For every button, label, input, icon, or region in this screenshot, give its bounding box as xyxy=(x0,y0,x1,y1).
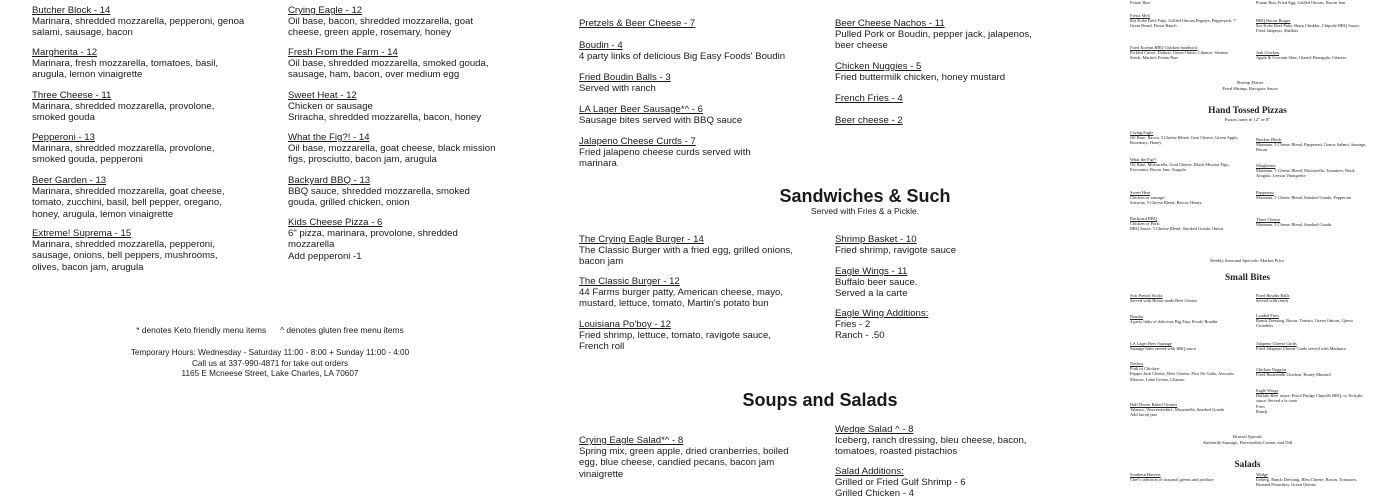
thumb-item-description: Buffalo Beer sauce, Pistol Bridge Chipotle BBQ, or Teriyaki sauce. Served a la carte Fries Ranch xyxy=(1256,393,1363,414)
menu-item-title: Crying Eagle Salad*^ - 8 xyxy=(579,435,684,446)
thumb-item-description: Chicken or sausage: Sriracha, 5 Cheese Blend, Bacon, Honey xyxy=(1130,195,1202,206)
menu-item-description: Oil base, shredded mozzarella, smoked gouda, sausage, ham, bacon, over medium egg xyxy=(288,58,489,81)
menu-item-title: Beer cheese - 2 xyxy=(835,115,903,126)
menu-item-description: Chicken or sausage Sriracha, shredded mozzarella, bacon, honey xyxy=(288,101,482,124)
thumb-item xyxy=(1130,157,1242,173)
thumb-item-title: LA Lager Beer Sausage xyxy=(1130,341,1172,346)
sandwiches-subheading: Served with Fries & a Pickle. xyxy=(810,206,920,216)
thumb-item xyxy=(1256,137,1368,153)
menu-item xyxy=(835,61,1045,83)
thumb-item-description: Pork or Chicken: Pepper Jack Cheese, Beer Cheese, Pico De Gallo, Avocado Mousse, Lime Crema, Cilantro xyxy=(1130,366,1234,382)
thumb-item xyxy=(1130,130,1242,146)
thumb-item-title: Three Cheese xyxy=(1256,217,1281,222)
menu-item-description: Oil base, mozzarella, goat cheese, black mission figs, prosciutto, bacon jam, arugula xyxy=(288,143,496,166)
menu-item-title: Shrimp Basket - 10 xyxy=(835,234,917,245)
menu-page-thumbnail xyxy=(1125,0,1370,500)
menu-item xyxy=(288,90,498,124)
thumb-item-description: Potato Bun, Fried Egg, Grilled Onions, Bacon Jam xyxy=(1256,0,1346,5)
menu-item xyxy=(32,228,247,273)
thumb-salads-heading: Salads xyxy=(1234,460,1261,470)
menu-item-title: Beer Garden - 13 xyxy=(32,175,107,186)
thumb-item-description: Chef's selection of seasonal greens and produce xyxy=(1130,477,1214,483)
legend-gluten-free: ^ denotes gluten free menu items xyxy=(280,325,404,335)
thumb-sprouts-desc: Andouille Sausage, Horseradish Cream, and Dill xyxy=(1202,440,1293,445)
menu-item xyxy=(32,90,247,124)
menu-item xyxy=(579,276,799,310)
menu-item xyxy=(835,466,1060,500)
thumb-item-title: Wedge xyxy=(1256,472,1269,477)
thumb-item xyxy=(1256,313,1368,329)
thumb-item-description: Oil Base, Mozzarella, Goat Cheese, Black Mission Figs, Prosciutto, Bacon Jam, Arugula xyxy=(1130,162,1230,173)
thumb-item-description: 4 party links of delicious Big Easy Foods' Boudin xyxy=(1130,319,1218,325)
menu-item-description: Oil base, bacon, shredded mozzarella, goat cheese, green apple, rosemary, honey xyxy=(288,16,474,39)
menu-item-description: Marinara, shredded mozzarella, goat cheese, tomato, zucchini, basil, bell pepper, oregano, honey, arugula, lemon vinaigrette xyxy=(32,186,225,220)
menu-item xyxy=(579,435,804,480)
menu-item-title: Beer Cheese Nachos - 11 xyxy=(835,18,945,29)
menu-item-title: French Fries - 4 xyxy=(835,93,903,104)
thumb-item-title: Loaded Fries xyxy=(1256,313,1280,318)
thumb-item-title: Eagle Wings xyxy=(1256,388,1279,393)
menu-item-description: Marinara, fresh mozzarella, tomatoes, basil, arugula, lemon vinaigrette xyxy=(32,58,219,81)
thumb-item xyxy=(1130,361,1242,382)
menu-item-title: What the Fig?! - 14 xyxy=(288,132,370,143)
thumb-item xyxy=(1256,50,1368,60)
thumb-pizza-heading: Hand Tossed Pizzas xyxy=(1208,106,1287,116)
thumb-item xyxy=(1256,293,1368,303)
menu-item xyxy=(579,234,799,268)
thumb-item-title: Sweet Heat xyxy=(1130,190,1151,195)
menu-item-title: Extreme! Suprema - 15 xyxy=(32,228,132,239)
menu-item-title: Fried Boudin Balls - 3 xyxy=(579,72,671,83)
thumb-item-title: Jalapeno Cheese Curds xyxy=(1256,341,1297,346)
menu-item-title: Pretzels & Beer Cheese - 7 xyxy=(579,18,696,29)
menu-item-description: Sausage bites served with BBQ sauce xyxy=(579,115,743,127)
menu-item-title: Eagle Wings - 11 xyxy=(835,266,908,277)
thumb-item xyxy=(1130,13,1238,29)
thumb-item xyxy=(1256,0,1368,5)
thumb-item-description: Marinara, 5 Cheese Blend, Pepperoni, Genoa Salami, Sausage, Bacon xyxy=(1256,142,1367,153)
thumb-item-description: Marinara, 5 Cheese Blend, Mozzarella, Tomatoes, Basil, Arugula, Lemon Vinaigrette xyxy=(1256,168,1356,179)
menu-item xyxy=(32,132,247,166)
thumb-item-title: Southern Harvest xyxy=(1130,472,1161,477)
thumb-item-description: Iceberg, Ranch Dressing, Bleu Cheese, Bacon, Tomatoes, Roasted Pistachios, Green Onions xyxy=(1256,477,1358,488)
thumb-item-description: Marinara, 5 Cheese Blend, Smoked Gouda, Pepperoni xyxy=(1256,195,1352,201)
menu-item-description: Marinara, shredded mozzarella, pepperoni, genoa salami, sausage, bacon xyxy=(32,16,245,39)
thumb-specials: Weekly Seasonal Specials: Market Price. xyxy=(1209,258,1286,263)
thumb-item-description: Served with ranch xyxy=(1256,298,1288,304)
thumb-item xyxy=(1130,402,1242,418)
thumb-item-title: Margherita xyxy=(1256,163,1276,168)
thumb-item xyxy=(1130,341,1242,351)
menu-item xyxy=(32,175,247,220)
thumb-item-title: Fried Boudin Balls xyxy=(1256,293,1290,298)
menu-item-description: The Classic Burger with a fried egg, grilled onions, bacon jam xyxy=(579,245,793,268)
menu-item-description: Pulled Pork or Boudin, pepper jack, jalapenos, beer cheese xyxy=(835,29,1032,52)
thumb-item xyxy=(1256,18,1368,34)
thumb-item-description: Oil Base, Bacon, 5 Cheese Blend, Goat Cheese, Green Apple, Rosemary, Honey xyxy=(1130,135,1239,146)
thumb-item-description: Potato Bun xyxy=(1130,0,1150,5)
menu-item xyxy=(579,72,789,94)
thumb-item-description: 8oz Kobe Beef Patty Sharp Cheddar, Chipotle BBQ Sauce, Fried Jalapeno, Shallots xyxy=(1256,23,1360,34)
thumb-item-title: Fried Korean BBQ Chicken Sandwich xyxy=(1130,45,1198,50)
soups-heading: Soups and Salads xyxy=(742,390,898,410)
menu-item-description: Served with ranch xyxy=(579,83,656,95)
menu-item-description: 44 Farms burger patty, American cheese, mayo, mustard, lettuce, tomato, Martin's potato bun xyxy=(579,287,784,310)
thumb-item-description: Apple & Coconut Slaw, Glazed Pineapple, Cilantro xyxy=(1256,55,1347,61)
menu-item xyxy=(835,234,1045,256)
thumb-item xyxy=(1256,341,1368,351)
thumb-item-title: What the Fig?! xyxy=(1130,157,1157,162)
menu-item-title: Pepperoni - 13 xyxy=(32,132,95,143)
menu-item xyxy=(579,40,789,62)
menu-item-description: Marinara, shredded mozzarella, provolone, smoked gouda xyxy=(32,101,215,124)
thumb-item-description: Tabasco, Worcestershire, Mozzarella, Smoked Gouda Add bacon jam xyxy=(1130,407,1224,418)
thumb-item xyxy=(1256,388,1368,414)
legend xyxy=(120,325,420,336)
menu-item-description: 6" pizza, marinara, provolone, shredded mozzarella Add pepperoni -1 xyxy=(288,228,458,262)
thumb-item-title: Nachos xyxy=(1130,361,1144,366)
menu-item-title: Chicken Nuggies - 5 xyxy=(835,61,922,72)
menu-item-title: Sweet Heat - 12 xyxy=(288,90,357,101)
menu-item-title: The Crying Eagle Burger - 14 xyxy=(579,234,704,245)
menu-item-description: Fried jalapeno cheese curds served with marinara xyxy=(579,147,751,170)
menu-item xyxy=(579,104,789,126)
menu-item-title: Crying Eagle - 12 xyxy=(288,5,363,16)
menu-item-title: Louisiana Po'boy - 12 xyxy=(579,319,671,330)
menu-item-description: Fried shrimp, lettuce, tomato, ravigote sauce, French roll xyxy=(579,330,771,353)
thumb-item-description: Ranch Dressing, Bacon, Tomato, Green Onions, Queso Crumbles xyxy=(1256,318,1353,329)
menu-item xyxy=(288,132,498,166)
address-text: 1165 E Mcneese Street, Lake Charles, LA 70607 xyxy=(181,369,359,379)
thumb-item-description: Fried Buttermilk Chicken, Honey Mustard xyxy=(1256,372,1331,378)
menu-item xyxy=(835,18,1045,52)
menu-item xyxy=(288,217,498,262)
menu-item-title: Fresh From the Farm - 14 xyxy=(288,47,398,58)
thumb-item-title: Backyard BBQ xyxy=(1130,216,1157,221)
menu-item xyxy=(835,115,1045,126)
thumb-item xyxy=(1130,190,1242,206)
thumb-pizza-sub: Pizzas come in 12" or 8" xyxy=(1224,117,1271,122)
menu-item-description: Spring mix, green apple, dried cranberries, boiled egg, blue cheese, candied pecans, bacon jam vinaigrette xyxy=(579,446,789,480)
business-info xyxy=(120,348,420,380)
thumb-item xyxy=(1130,0,1238,5)
menu-item-description: Fried shrimp, ravigote sauce xyxy=(835,245,957,257)
thumb-item xyxy=(1130,472,1242,482)
menu-item xyxy=(579,136,789,170)
menu-item-description: Grilled or Fried Gulf Shrimp - 6 Grilled Chicken - 4 xyxy=(835,477,966,500)
thumb-shrimp-title: Shrimp Platter xyxy=(1236,80,1264,85)
menu-item xyxy=(835,308,1045,342)
menu-item-description: BBQ sauce, shredded mozzarella, smoked gouda, grilled chicken, onion xyxy=(288,186,470,209)
menu-item-description: Buffalo beer sauce. Served a la carte xyxy=(835,277,918,300)
hours-text: Temporary Hours: Wednesday - Saturday 11:00 - 8:00 + Sunday 11:00 - 4:00 xyxy=(130,348,410,357)
thumb-bites-heading: Small Bites xyxy=(1224,273,1271,283)
thumb-item-description: Chicken or Pork: BBQ Sauce, 5 Cheese Blend, Smoked Gouda, Onion xyxy=(1130,221,1223,232)
thumb-item-description: Fried Jalapeno Cheese Curds served with Marinara xyxy=(1256,346,1346,352)
thumb-shrimp-desc: Fried Shrimp, Ravigote Sauce xyxy=(1222,86,1278,91)
thumb-item-title: Half Dozen Baked Oysters xyxy=(1130,402,1178,407)
menu-item xyxy=(835,424,1060,458)
thumb-item-title: Crying Eagle xyxy=(1130,130,1154,135)
menu-item-title: Margherita - 12 xyxy=(32,47,98,58)
thumb-item-title: Pepperoni xyxy=(1256,190,1274,195)
menu-item-title: The Classic Burger - 12 xyxy=(579,276,680,287)
menu-item-description: 4 party links of delicious Big Easy Foods' Boudin xyxy=(579,51,786,63)
menu-item xyxy=(288,5,498,39)
thumb-item xyxy=(1130,45,1238,61)
thumb-item-title: Butcher Block xyxy=(1256,137,1282,142)
menu-item-title: Salad Additions: xyxy=(835,466,904,477)
menu-item-title: Boudin - 4 xyxy=(579,40,623,51)
thumb-sprouts-title: Brussel Sprouts xyxy=(1233,434,1262,439)
menu-item-description: Marinara, shredded mozzarella, provolone, smoked gouda, pepperoni xyxy=(32,143,215,166)
menu-item xyxy=(579,18,789,29)
thumb-item xyxy=(1130,293,1242,303)
menu-item xyxy=(288,47,498,81)
thumb-item xyxy=(1256,367,1368,377)
menu-item xyxy=(32,47,247,81)
menu-item-title: Butcher Block - 14 xyxy=(32,5,111,16)
thumb-item xyxy=(1256,190,1368,200)
thumb-item xyxy=(1256,217,1368,227)
menu-item-title: Backyard BBQ - 13 xyxy=(288,175,371,186)
menu-item xyxy=(32,5,247,39)
thumb-item-title: Chicken Nuggies xyxy=(1256,367,1287,372)
thumb-item-title: Fiesta Melt xyxy=(1130,13,1150,18)
menu-item-title: Wedge Salad ^ - 8 xyxy=(835,424,914,435)
menu-item xyxy=(288,175,498,209)
menu-item-description: Fried buttermilk chicken, honey mustard xyxy=(835,72,1006,84)
thumb-item-title: Jerk Chicken xyxy=(1256,50,1280,55)
thumb-item-title: Soft Pretzel Sticks xyxy=(1130,293,1163,298)
thumb-item-description: Served with House made Beer Cheese xyxy=(1130,298,1198,304)
sandwiches-heading: Sandwiches & Such xyxy=(779,186,951,206)
menu-item xyxy=(579,319,799,353)
menu-item-title: LA Lager Beer Sausage*^ - 6 xyxy=(579,104,703,115)
thumb-item-description: Pickled Carrot, Daikon, Green Onion, Cilantro, Sesame Seeds, Martin's Potato Bun xyxy=(1130,50,1228,61)
legend-keto: * denotes Keto friendly menu items xyxy=(136,325,267,335)
thumb-item-description: Marinara, 5 Cheese Blend, Smoked Gouda xyxy=(1256,222,1332,228)
phone-text: Call us at 337-990-4871 for take out orders xyxy=(191,358,349,368)
thumb-item-description: Sausage bites served with BBQ sauce xyxy=(1130,346,1197,352)
thumb-item-title: Boudin xyxy=(1130,314,1143,319)
menu-item xyxy=(835,93,1045,104)
menu-item-title: Eagle Wing Additions: xyxy=(835,308,929,319)
menu-item-description: Fries - 2 Ranch - .50 xyxy=(835,319,885,342)
thumb-item xyxy=(1130,216,1242,232)
thumb-item xyxy=(1256,472,1368,488)
menu-item-title: Jalapeno Cheese Curds - 7 xyxy=(579,136,696,147)
menu-item-title: Three Cheese - 11 xyxy=(32,90,112,101)
thumb-item-title: BBQ Bacon Burger xyxy=(1256,18,1291,23)
thumb-item-description: 8oz Kobe Beef Patty, Grilled Onions,Peppers, Pepperjack, 7 Grain Bread, Fiesta Ranch xyxy=(1130,18,1236,29)
menu-item-description: Iceberg, ranch dressing, bleu cheese, bacon, tomatoes, roasted pistachios xyxy=(835,435,1027,458)
menu-item xyxy=(835,266,1045,300)
menu-item-description: Marinara, shredded mozzarella, pepperoni, sausage, onions, bell peppers, mushrooms, olives, bacon jam, arugula xyxy=(32,239,218,273)
menu-item-title: Kids Cheese Pizza - 6 xyxy=(288,217,383,228)
thumb-item xyxy=(1256,163,1368,179)
thumb-item xyxy=(1130,314,1242,324)
